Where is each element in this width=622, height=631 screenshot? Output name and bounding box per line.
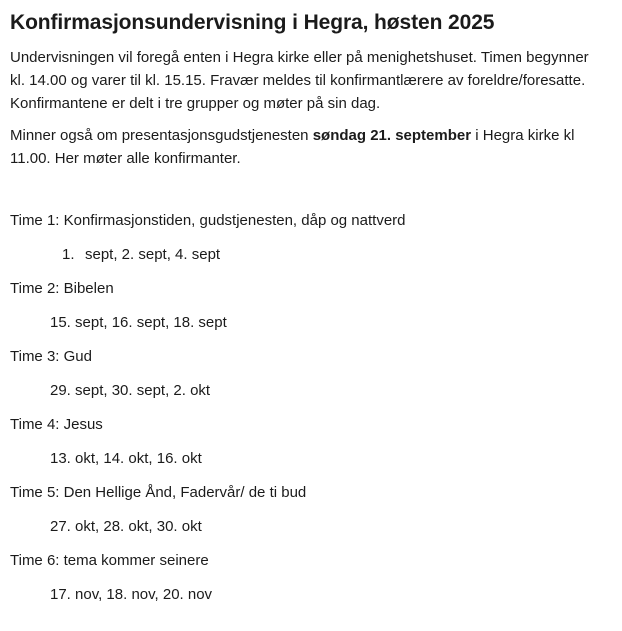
schedule-item-dates: 29. sept, 30. sept, 2. okt bbox=[50, 382, 211, 399]
reminder-text-prefix: Minner også om presentasjonsgudstjenesten bbox=[10, 127, 313, 144]
schedule-list bbox=[10, 210, 612, 606]
schedule-item-title: Time 2: Bibelen bbox=[10, 280, 114, 297]
schedule-item-dates: 27. okt, 28. okt, 30. okt bbox=[50, 518, 202, 535]
intro-line: kl. 14.00 og varer til kl. 15.15. Fravær meldes til konfirmantlærere av foreldre/foresatte. bbox=[10, 72, 586, 89]
reminder-date-bold: søndag 21. september bbox=[312, 127, 472, 144]
schedule-item-title: Time 6: tema kommer seinere bbox=[10, 552, 209, 569]
schedule-dates-text: sept, 2. sept, 4. sept bbox=[85, 246, 221, 263]
intro-paragraph bbox=[10, 46, 612, 115]
schedule-item-dates: 17. nov, 18. nov, 20. nov bbox=[50, 586, 213, 603]
reminder-line: 11.00. Her møter alle konfirmanter. bbox=[10, 150, 241, 167]
schedule-item-dates bbox=[10, 244, 612, 266]
list-number: 1. bbox=[62, 246, 75, 263]
reminder-text-suffix: i Hegra kirke kl bbox=[471, 127, 575, 144]
intro-line: Undervisningen vil foregå enten i Hegra kirke eller på menighetshuset. Timen begynner bbox=[10, 49, 589, 66]
schedule-item-title: Time 5: Den Hellige Ånd, Fadervår/ de ti bud bbox=[10, 484, 307, 501]
intro-line: Konfirmantene er delt i tre grupper og møter på sin dag. bbox=[10, 95, 381, 112]
schedule-item-dates: 13. okt, 14. okt, 16. okt bbox=[50, 450, 202, 467]
schedule-item-title: Time 3: Gud bbox=[10, 348, 92, 365]
page-title: Konfirmasjonsundervisning i Hegra, høsten 2025 bbox=[10, 11, 495, 34]
schedule-item-title: Time 4: Jesus bbox=[10, 416, 103, 433]
reminder-paragraph bbox=[10, 124, 612, 170]
schedule-item-dates: 15. sept, 16. sept, 18. sept bbox=[50, 314, 227, 331]
schedule-item-title: Time 1: Konfirmasjonstiden, gudstjenesten, dåp og nattverd bbox=[10, 212, 406, 229]
reminder-line bbox=[10, 124, 612, 147]
